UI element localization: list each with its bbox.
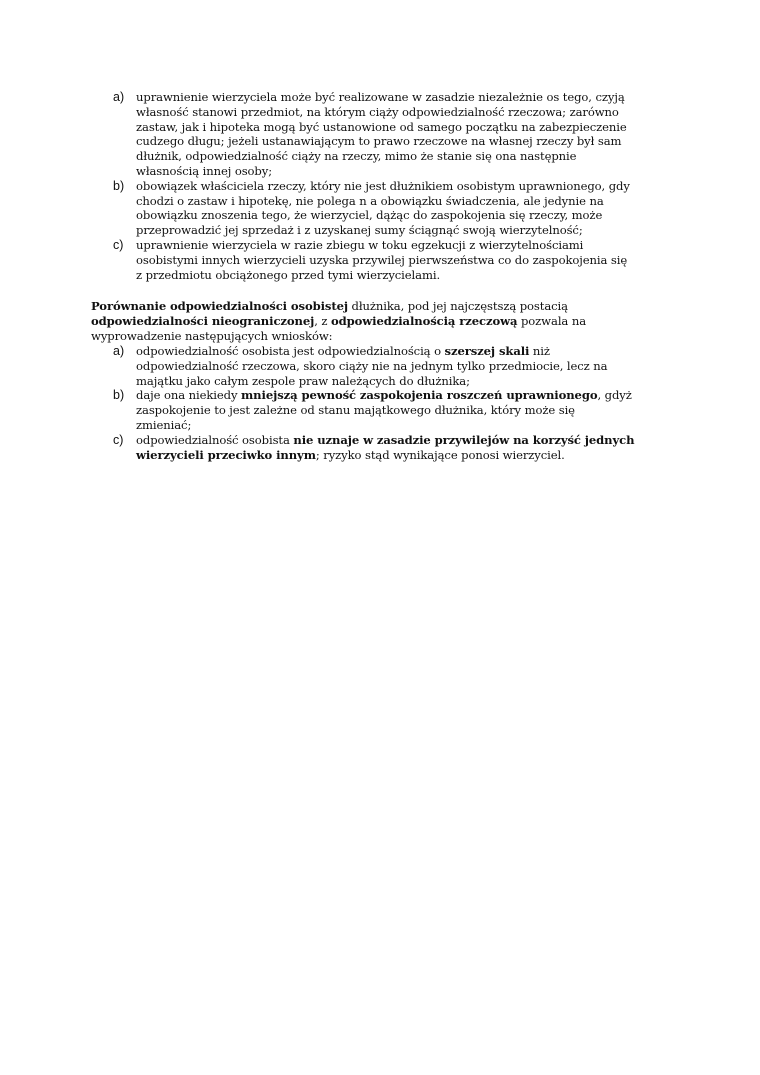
text-run: zastaw, jak i hipoteka mogą być ustanowione od samego początku na zabezpieczenie [136, 119, 627, 134]
text-run: , gdyż [597, 388, 632, 403]
bold-run: wierzycieli przeciwko innym [136, 447, 316, 462]
list-marker: a) [113, 90, 125, 104]
text-run: daje ona niekiedy [136, 388, 242, 403]
text-line [136, 268, 670, 283]
text-run: dłużnik, odpowiedzialność ciąży na rzeczy, mimo że stanie się ona następnie [136, 149, 577, 164]
bold-run: odpowiedzialności nieograniczonej [91, 313, 315, 328]
text-line [136, 164, 670, 179]
text-run: obowiązek właściciela rzeczy, który nie jest dłużnikiem osobistym uprawnionego, gdy [136, 178, 630, 193]
text-line [136, 253, 670, 268]
list-marker: b) [113, 178, 125, 193]
text-line [136, 120, 670, 135]
text-line [136, 149, 670, 164]
text-run: ; ryzyko stąd wynikające ponosi wierzyciel. [315, 447, 565, 462]
text-run: uprawnienie wierzyciela w razie zbiegu w toku egzekucji z wierzytelnościami [136, 237, 584, 252]
text-run: uprawnienie wierzyciela może być realizowane w zasadzie niezależnie os tego, czyją [136, 90, 625, 104]
bold-run: nie uznaje w zasadzie przywilejów na korzyść jednych [293, 432, 635, 447]
list-item [0, 433, 670, 463]
text-run: odpowiedzialność osobista jest odpowiedzialnością o [136, 344, 445, 358]
text-run: cudzego długu; jeżeli ustanawiającym to prawo rzeczowe na własnej rzeczy był sam [136, 134, 622, 149]
bold-run: szerszej skali [444, 344, 530, 358]
list-item [0, 388, 670, 432]
list-marker: c) [113, 432, 124, 447]
conclusions-list [0, 344, 670, 462]
text-run: własność stanowi przedmiot, na którym ciąży odpowiedzialność rzeczowa; zarówno [136, 104, 619, 119]
text-run: obowiązku znoszenia tego, że wierzyciel, dążąc do zaspokojenia się rzeczy, może [136, 208, 603, 223]
text-run: dłużnika, pod jej najczęstszą postacią [347, 299, 568, 313]
text-run: z przedmiotu obciążonego przed tymi wierzycielami. [136, 267, 441, 282]
list-item [0, 179, 670, 238]
text-line [136, 223, 670, 238]
list-marker: b) [113, 388, 125, 403]
text-line [136, 448, 670, 463]
comparison-paragraph [91, 299, 671, 343]
text-line [136, 194, 670, 209]
text-line [136, 388, 670, 403]
text-run: zaspokojenie to jest zależne od stanu majątkowego dłużnika, który może się [136, 403, 575, 418]
bold-run: odpowiedzialnością rzeczową [331, 313, 518, 328]
text-line [136, 105, 670, 120]
list-marker: c) [113, 237, 124, 252]
list-marker: a) [113, 344, 125, 358]
text-line [136, 179, 670, 194]
text-line [136, 134, 670, 149]
text-run: osobistymi innych wierzycieli uzyska przywilej pierwszeństwa co do zaspokojenia się [136, 252, 628, 267]
text-line [136, 433, 670, 448]
bold-run: mniejszą pewność zaspokojenia roszczeń uprawnionego [241, 388, 598, 403]
text-run: przeprowadzić jej sprzedaż i z uzyskanej sumy ściągnąć swoją wierzytelność; [136, 223, 583, 238]
bold-run: Porównanie odpowiedzialności osobistej [91, 299, 348, 313]
text-line [136, 403, 670, 418]
text-line [136, 418, 670, 433]
text-run: pozwala na [517, 313, 587, 328]
list-item [0, 344, 670, 388]
text-run: odpowiedzialność rzeczowa, skoro ciąży nie na jednym tylko przedmiocie, lecz na [136, 358, 608, 373]
text-line [91, 329, 671, 344]
text-line [136, 90, 670, 105]
text-line [91, 314, 671, 329]
text-line [136, 374, 670, 389]
text-line [136, 344, 670, 359]
text-line [136, 238, 670, 253]
text-run: odpowiedzialność osobista [136, 432, 294, 447]
rights-list [0, 90, 670, 282]
text-run: zmieniać; [136, 417, 192, 432]
list-item [0, 90, 670, 179]
text-run: wyprowadzenie następujących wniosków: [91, 328, 333, 343]
text-line [136, 359, 670, 374]
list-item [0, 238, 670, 282]
text-run: niż [529, 344, 550, 358]
text-run: majątku jako całym zespole praw należących do dłużnika; [136, 373, 470, 388]
text-run: własnością innej osoby; [136, 163, 273, 178]
text-run: chodzi o zastaw i hipotekę, nie polega n a obowiązku świadczenia, ale jedynie na [136, 193, 604, 208]
text-line [136, 208, 670, 223]
text-line [91, 299, 671, 314]
text-run: , z [314, 313, 331, 328]
